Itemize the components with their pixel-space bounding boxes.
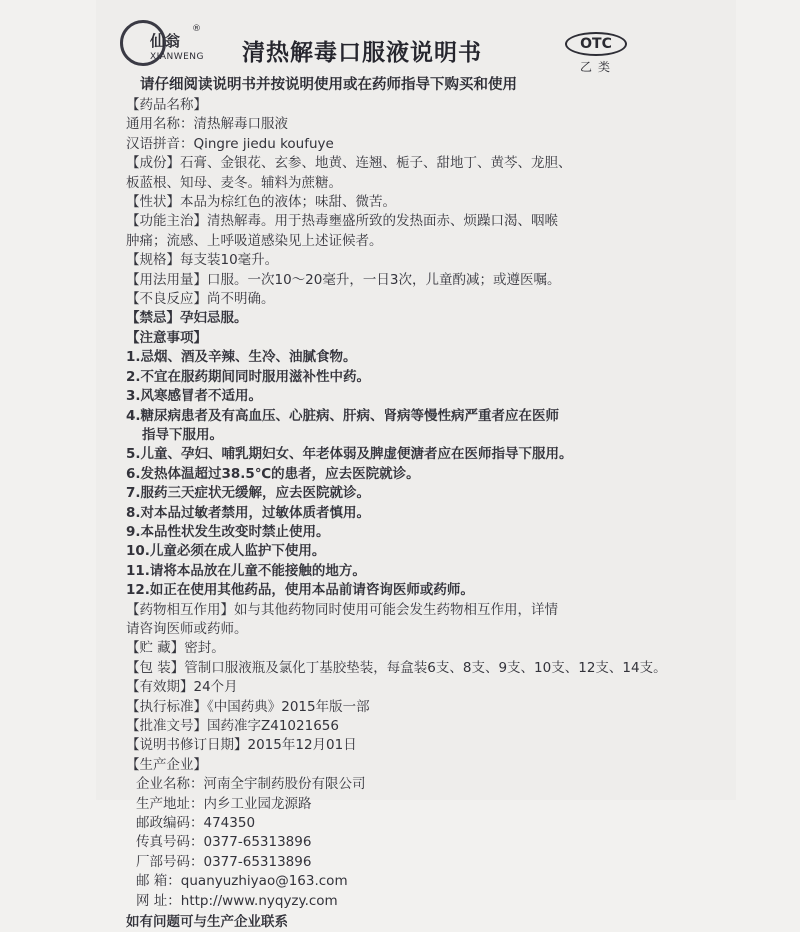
- footer-note: 如有问题可与生产企业联系: [126, 914, 288, 931]
- precaution-item: 7.服药三天症状无缓解，应去医院就诊。: [126, 485, 371, 502]
- logo-subtext: XIANWENG: [150, 52, 205, 62]
- indications-line-2: 肿痛；流感、上呼吸道感染见上述证候者。: [126, 232, 383, 249]
- precaution-item-continued: 指导下服用。: [142, 426, 223, 443]
- precautions-heading: 【注意事项】: [126, 329, 207, 346]
- manufacturer-phone: 厂部号码：0377-65313896: [136, 853, 312, 870]
- common-name: 通用名称：清热解毒口服液: [126, 116, 288, 133]
- precaution-item: 11.请将本品放在儿童不能接触的地方。: [126, 562, 366, 579]
- precaution-item: 3.风寒感冒者不适用。: [126, 388, 263, 405]
- ingredients-line-2: 板蓝根、知母、麦冬。辅料为蔗糖。: [126, 174, 342, 191]
- specification: 【规格】每支装10毫升。: [126, 252, 279, 269]
- contraindication: 【禁忌】孕妇忌服。: [126, 310, 248, 327]
- logo-text: 仙翁: [150, 32, 181, 50]
- precaution-item: 6.发热体温超过38.5℃的患者，应去医院就诊。: [126, 465, 420, 482]
- otc-class-label: 乙类: [580, 60, 617, 74]
- pinyin-name: 汉语拼音：Qingre jiedu koufuye: [126, 135, 334, 152]
- package: 【包 装】管制口服液瓶及氯化丁基胶垫装，每盒装6支、8支、9支、10支、12支、14支。: [126, 659, 667, 676]
- company-logo: [120, 18, 210, 70]
- ingredients-line-1: 【成份】石膏、金银花、玄参、地黄、连翘、栀子、甜地丁、黄芩、龙胆、: [126, 155, 572, 172]
- interactions-line-2: 请咨询医师或药师。: [126, 620, 248, 637]
- registered-mark: ®: [192, 24, 201, 34]
- document-title: 清热解毒口服液说明书: [242, 40, 482, 66]
- precaution-item: 5.儿童、孕妇、哺乳期妇女、年老体弱及脾虚便溏者应在医师指导下服用。: [126, 446, 573, 463]
- manufacturer-postcode: 邮政编码：474350: [136, 815, 256, 832]
- section-drug-name-heading: 【药品名称】: [126, 97, 207, 113]
- precaution-item: 2.不宜在服药期间同时服用滋补性中药。: [126, 368, 371, 385]
- precaution-item: 12.如正在使用其他药品，使用本品前请咨询医师或药师。: [126, 582, 474, 599]
- indications-line-1: 【功能主治】清热解毒。用于热毒壅盛所致的发热面赤、烦躁口渴、咽喉: [126, 213, 558, 230]
- revision-date: 【说明书修订日期】2015年12月01日: [126, 737, 357, 754]
- validity: 【有效期】24个月: [126, 679, 238, 696]
- manufacturer-fax: 传真号码：0377-65313896: [136, 834, 312, 851]
- precaution-item: 10.儿童必须在成人监护下使用。: [126, 543, 326, 560]
- manufacturer-website: 网 址：http://www.nyqyzy.com: [136, 892, 338, 909]
- document-subtitle: 请仔细阅读说明书并按说明使用或在药师指导下购买和使用: [140, 77, 517, 93]
- precaution-item: 4.糖尿病患者及有高血压、心脏病、肝病、肾病等慢性病严重者应在医师: [126, 407, 560, 424]
- precaution-item: 1.忌烟、酒及辛辣、生冷、油腻食物。: [126, 349, 357, 366]
- manufacturer-email: 邮 箱：quanyuzhiyao@163.com: [136, 873, 348, 890]
- precaution-item: 9.本品性状发生改变时禁止使用。: [126, 523, 330, 540]
- leaflet-body: [126, 96, 686, 932]
- standard: 【执行标准】《中国药典》2015年版一部: [126, 698, 370, 715]
- storage: 【贮 藏】密封。: [126, 640, 225, 657]
- otc-badge: OTC: [565, 32, 627, 56]
- adverse-reactions: 【不良反应】尚不明确。: [126, 291, 275, 308]
- properties: 【性状】本品为棕红色的液体；味甜、微苦。: [126, 194, 396, 211]
- manufacturer-heading: 【生产企业】: [126, 756, 207, 773]
- approval-number: 【批准文号】国药准字Z41021656: [126, 718, 339, 734]
- manufacturer-address: 生产地址：内乡工业园龙源路: [136, 795, 312, 812]
- dosage: 【用法用量】口服。一次10～20毫升，一日3次，儿童酌减；或遵医嘱。: [126, 271, 561, 288]
- precaution-item: 8.对本品过敏者禁用，过敏体质者慎用。: [126, 504, 371, 521]
- manufacturer-name: 企业名称：河南全宇制药股份有限公司: [136, 776, 366, 793]
- interactions-line-1: 【药物相互作用】如与其他药物同时使用可能会发生药物相互作用，详情: [126, 601, 558, 618]
